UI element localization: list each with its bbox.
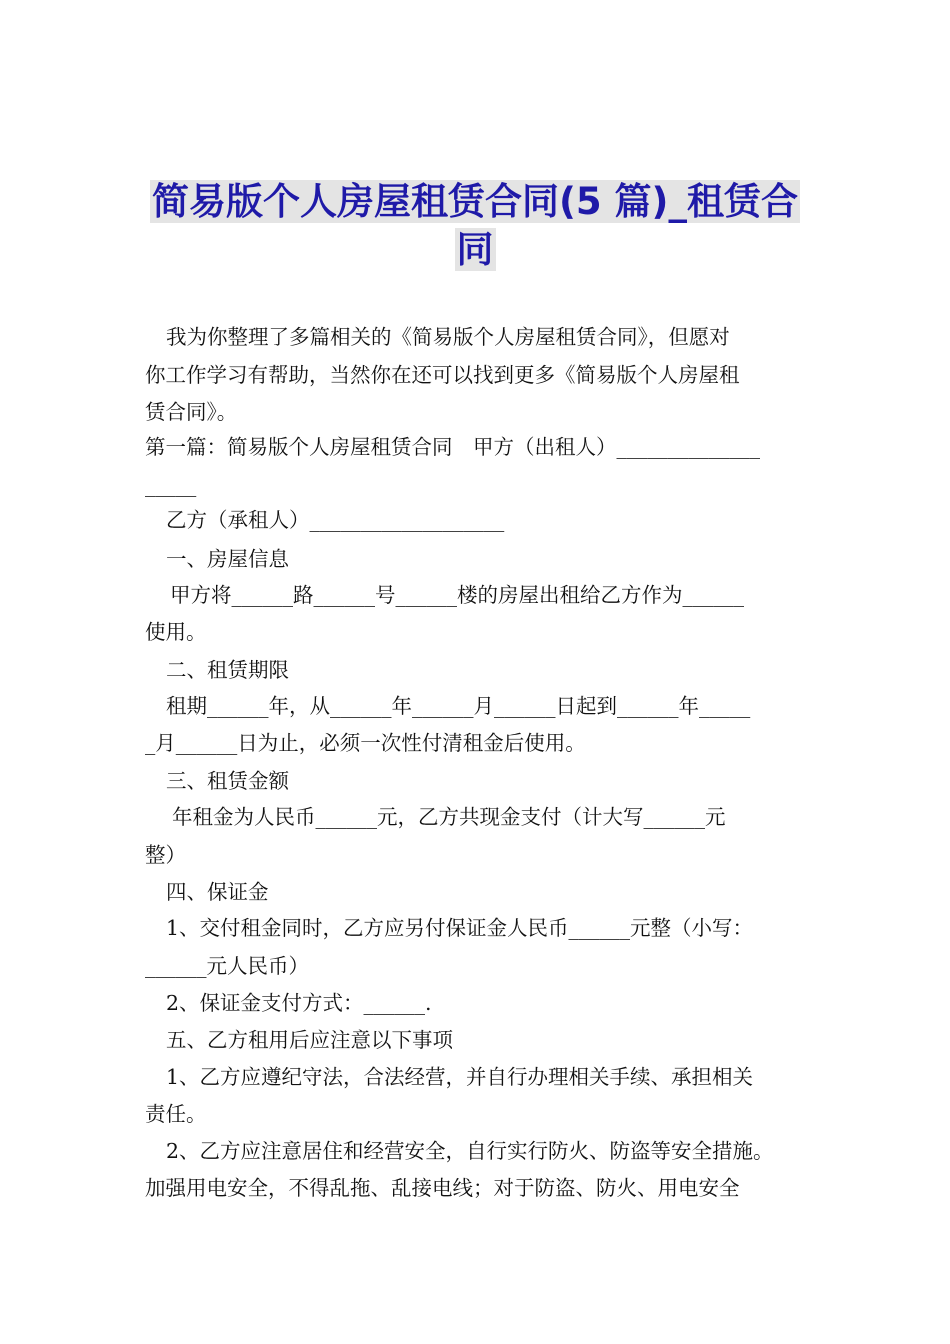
section-two-heading: 二、租赁期限	[166, 658, 289, 682]
section-three-text-1: 年租金为人民币______元，乙方共现金支付（计大写______元	[172, 805, 726, 829]
section-two-text-1: 租期______年，从______年______月______日起到______年_____	[166, 694, 751, 718]
chapter-one-heading: 第一篇：简易版个人房屋租赁合同 甲方（出租人）______________	[145, 435, 760, 459]
intro-line-1: 我为你整理了多篇相关的《简易版个人房屋租赁合同》，但愿对	[166, 325, 730, 349]
chapter-one-heading-continued: _____	[145, 473, 197, 497]
intro-line-3: 赁合同》。	[145, 400, 238, 424]
document-title-continued	[0, 226, 950, 274]
section-five-item-2: 2、乙方应注意居住和经营安全，自行实行防火、防盗等安全措施。	[166, 1139, 774, 1163]
section-two-text-2: _月______日为止，必须一次性付清租金后使用。	[145, 731, 586, 755]
document-title-line-1: 简易版个人房屋租赁合同(5 篇)_租赁合	[152, 180, 798, 223]
section-one-heading: 一、房屋信息	[166, 547, 289, 571]
section-four-item-2: 2、保证金支付方式：______.	[166, 991, 432, 1015]
section-five-item-2-continued: 加强用电安全，不得乱拖、乱接电线；对于防盗、防火、用电安全	[145, 1176, 740, 1200]
intro-line-2: 你工作学习有帮助，当然你在还可以找到更多《简易版个人房屋租	[145, 363, 740, 387]
section-five-item-1-continued: 责任。	[145, 1102, 207, 1126]
section-one-text-2: 使用。	[145, 620, 207, 644]
section-four-item-1-continued: ______元人民币）	[145, 954, 309, 978]
section-three-text-2: 整）	[145, 843, 186, 867]
document-title-line-2: 同	[456, 228, 494, 271]
section-three-heading: 三、租赁金额	[166, 769, 289, 793]
party-b-line: 乙方（承租人）___________________	[166, 508, 505, 532]
section-four-heading: 四、保证金	[166, 880, 269, 904]
document-title	[0, 178, 950, 226]
section-four-item-1: 1、交付租金同时，乙方应另付保证金人民币______元整（小写：	[166, 916, 754, 940]
section-five-item-1: 1、乙方应遵纪守法，合法经营，并自行办理相关手续、承担相关	[166, 1065, 754, 1089]
section-five-heading: 五、乙方租用后应注意以下事项	[166, 1028, 453, 1052]
section-one-text-1: 甲方将______路______号______楼的房屋出租给乙方作为______	[170, 583, 744, 607]
